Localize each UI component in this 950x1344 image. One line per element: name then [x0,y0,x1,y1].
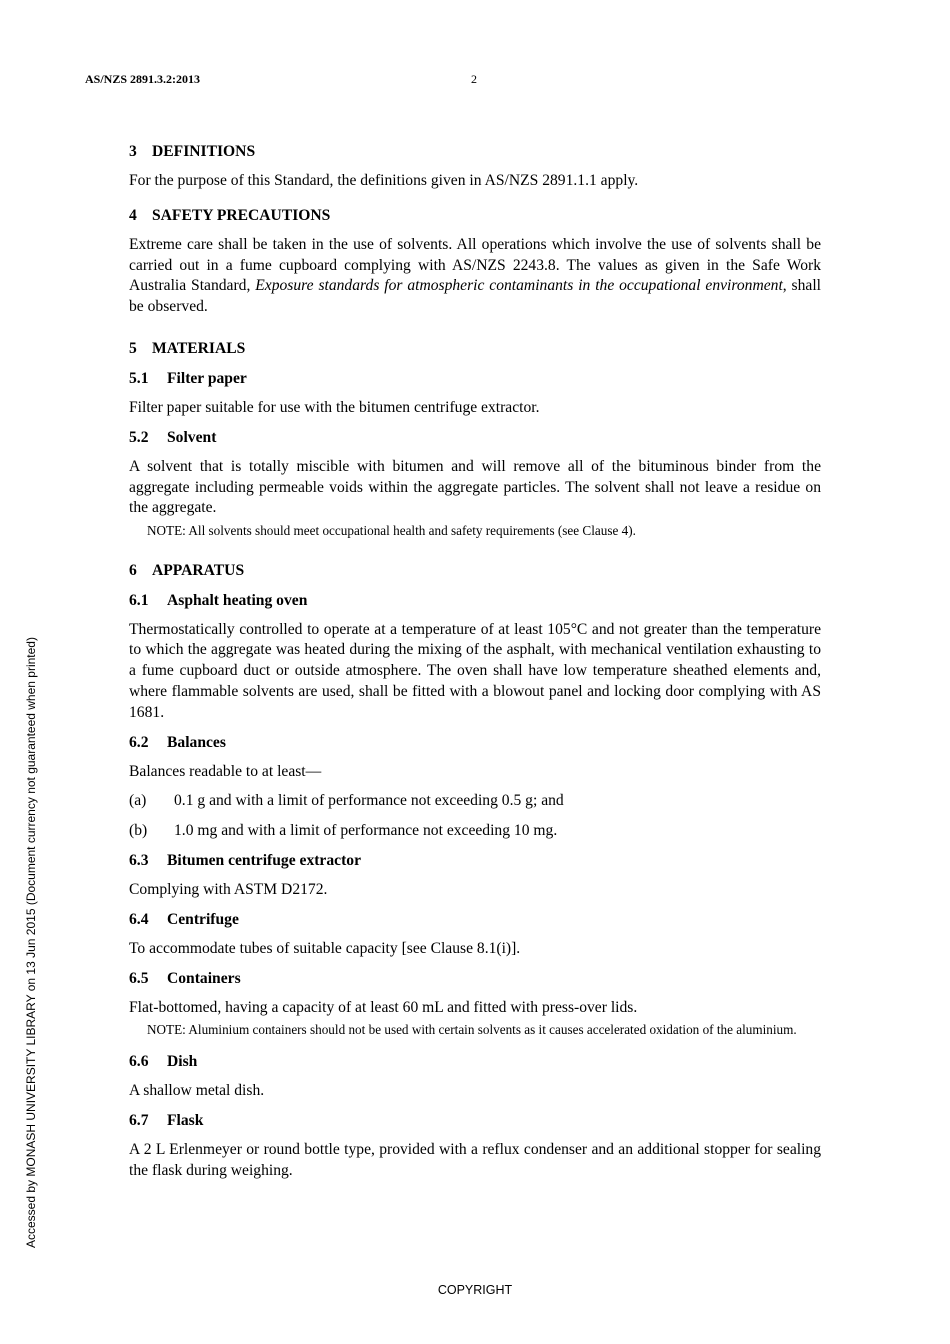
page-number: 2 [471,72,477,86]
standard-code: AS/NZS 2891.3.2:2013 [85,72,201,86]
section-3-text: For the purpose of this Standard, the definitions given in AS/NZS 2891.1.1 apply. [129,172,639,189]
exposure-standards-title: Exposure standards for atmospheric contaminants in the occupational environment [255,277,783,295]
section-5-heading: 5 MATERIALS [129,339,246,357]
copyright-footer: COPYRIGHT [437,1283,513,1297]
document-body [129,142,821,1181]
clause-5-2-text: A solvent that is totally miscible with bitumen and will remove all of the bituminous binder from the aggregate including permeable voids within the aggregate particles. The solvent shall not leave a residue on the aggregate. [129,457,821,517]
section-4-heading: 4 SAFETY PRECAUTIONS [129,206,331,224]
clause-6-6-heading: 6.6 Dish [129,1052,198,1070]
clause-6-3-text: Complying with ASTM D2172. [129,881,328,899]
clause-6-7-heading: 6.7 Flask [129,1111,204,1129]
clause-6-4-text: To accommodate tubes of suitable capacity [see Clause 8.1(i)]. [129,939,521,957]
clause-6-1-heading: 6.1 Asphalt heating oven [129,591,308,609]
clause-6-2-text: Balances readable to at least— [129,762,322,780]
clause-6-7-text: A 2 L Erlenmeyer or round bottle type, provided with a reflux condenser and an additional stopper for sealing the flask during weighing. [129,1140,821,1179]
clause-6-4-heading: 6.4 Centrifuge [129,910,239,928]
access-watermark: Accessed by MONASH UNIVERSITY LIBRARY on 13 Jun 2015 (Document currency not guaranteed when printed) [24,637,38,1248]
section-4-text: Extreme care shall be taken in the use of solvents. All operations which involve the use of solvents shall be carried out in a fume cupboard complying with AS/NZS 2243.8. The values as given in the Safe Work Australia Standard, Exposure standards for atmospheric contaminants in the occupational environment, shall be observed. [129,235,822,316]
clause-6-6-text: A shallow metal dish. [129,1081,265,1099]
clause-6-3-heading: 6.3 Bitumen centrifuge extractor [129,852,361,870]
clause-5-2-note: NOTE: All solvents should meet occupational health and safety requirements (see Clause 4). [147,523,636,539]
list-item: (b) 1.0 mg and with a limit of performance not exceeding 10 mg. [129,822,558,840]
clause-5-1-heading: 5.1 Filter paper [129,369,247,387]
section-6-heading: 6 APPARATUS [129,561,245,579]
clause-6-1-text: Thermostatically controlled to operate at a temperature of at least 105°C and not greater than the temperature to which the aggregate was heated during the mixing of the asphalt, with mechanical ventilation exhausting to a fume cupboard duct or outside atmosphere. The oven shall have low temperature sheathed elements and, where flammable solvents are used, shall be fitted with a blowout panel and locking door complying with AS 1681. [129,620,821,721]
clause-5-1-text: Filter paper suitable for use with the bitumen centrifuge extractor. [129,398,540,416]
clause-5-2-heading: 5.2 Solvent [129,428,217,446]
list-item: (a) 0.1 g and with a limit of performance not exceeding 0.5 g; and [129,792,564,810]
clause-6-5-note: NOTE: Aluminium containers should not be used with certain solvents as it causes accelerated oxidation of the aluminium. [147,1022,797,1038]
clause-6-2-heading: 6.2 Balances [129,733,226,751]
clause-6-5-text: Flat-bottomed, having a capacity of at least 60 mL and fitted with press-over lids. [129,998,638,1016]
clause-6-5-heading: 6.5 Containers [129,969,241,987]
section-3-heading: 3 DEFINITIONS [129,143,256,160]
